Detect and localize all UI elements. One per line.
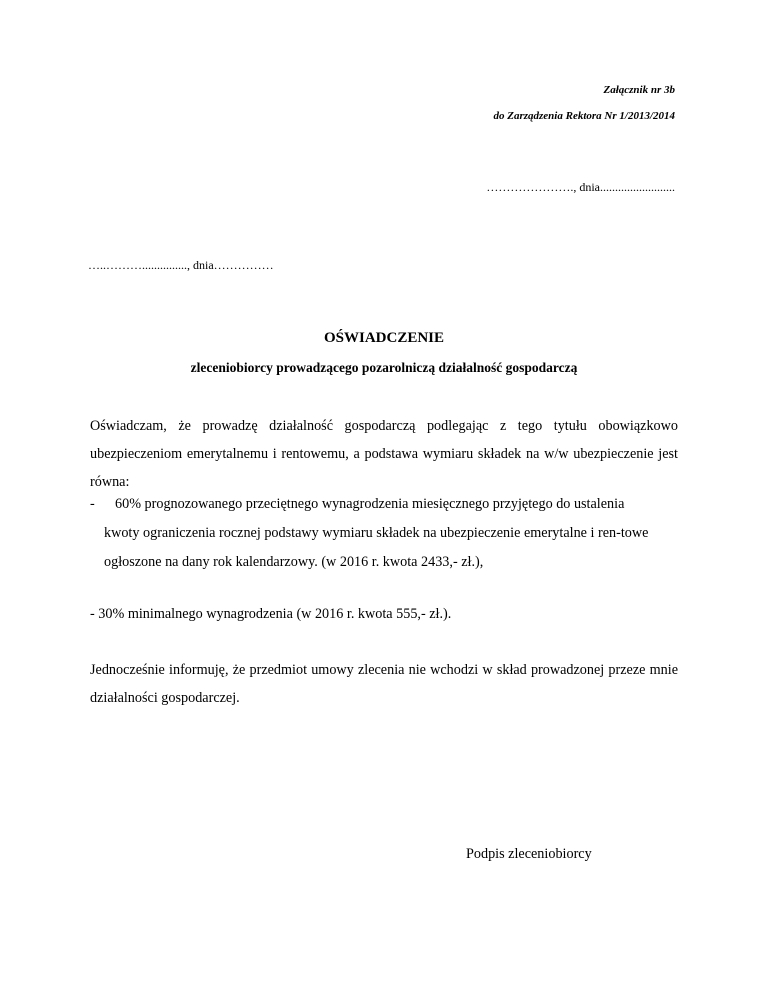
option-60-rest: kwoty ograniczenia rocznej podstawy wymiaru składek na ubezpieczenie emerytalne i ren-towe ogłoszone na dany rok kalendarzowy. (w 2016 r. kwota 2433,- zł.), — [104, 525, 649, 570]
regulation-reference: do Zarządzenia Rektora Nr 1/2013/2014 — [493, 110, 675, 122]
option-30-percent: - 30% minimalnego wynagrodzenia (w 2016 r. kwota 555,- zł.). — [90, 606, 452, 622]
option-60-line1: 60% prognozowanego przeciętnego wynagrodzenia miesięcznego przyjętego do ustalenia — [115, 496, 625, 512]
place-date-line-left: …..………..............., dnia…………… — [88, 258, 274, 272]
annex-number: Załącznik nr 3b — [603, 84, 675, 96]
statement-paragraph: Jednocześnie informuję, że przedmiot umowy zlecenia nie wchodzi w skład prowadzonej przeze mnie działalności gospodarczej. — [90, 662, 678, 706]
place-date-line-right: …………………., dnia......................... — [486, 180, 675, 194]
document-title: OŚWIADCZENIE — [323, 330, 445, 346]
option-60-percent — [90, 490, 690, 577]
document-subtitle: zleceniobiorcy prowadzącego pozarolniczą działalność gospodarczą — [190, 360, 578, 375]
signature-label: Podpis zleceniobiorcy — [466, 846, 592, 862]
list-dash: - — [90, 496, 95, 512]
intro-paragraph: Oświadczam, że prowadzę działalność gospodarczą podlegając z tego tytułu obowiązkowo ubezpieczeniom emerytalnemu i rentowemu, a podstawa wymiaru składek na w/w ubezpieczenie jest równa: — [90, 418, 678, 490]
